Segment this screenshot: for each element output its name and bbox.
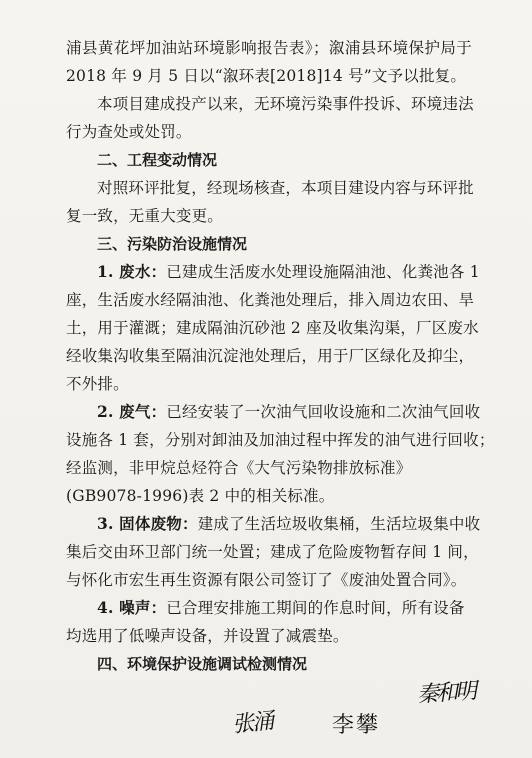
text-line: 行为查处或处罚。 (66, 123, 192, 141)
text-line: 座，生活废水经隔油池、化粪池处理后，排入周边农田、旱 (66, 291, 475, 309)
item-label-gas: 2. 废气： (97, 402, 167, 421)
item-text: 已经安装了一次油气回收设施和二次油气回收 (166, 403, 481, 421)
text-line: 与怀化市宏生再生资源有限公司签订了《废油处置合同》。 (66, 571, 467, 589)
text-line: 对照环评批复，经现场核查，本项目建设内容与环评批 (97, 179, 474, 197)
item-text: 已建成生活废水处理设施隔油池、化粪池各 1 (166, 263, 480, 281)
document-body (66, 34, 495, 678)
text-line: 经监测，非甲烷总烃符合《大气污染物排放标准》 (66, 459, 412, 477)
text-line (66, 398, 481, 426)
text-line (66, 258, 480, 286)
section-heading-2: 二、工程变动情况 (97, 151, 218, 169)
text-line: 本项目建成投产以来，无环境污染事件投诉、环境违法 (97, 95, 474, 113)
text-line (66, 510, 481, 538)
handwritten-signature: 秦和明 (416, 679, 475, 708)
text-line (66, 594, 472, 622)
text-line: 复一致，无重大变更。 (66, 207, 224, 225)
handwritten-signature: 张涌 (231, 708, 274, 739)
text-line: 2018 年 9 月 5 日以“溆环表[2018]14 号”文予以批复。 (66, 67, 467, 85)
item-label-solid: 3. 固体废物： (97, 514, 198, 533)
text-line: 设施各 1 套，分别对卸油及加油过程中挥发的油气进行回收； (66, 431, 495, 449)
item-label-noise: 4. 噪声： (97, 598, 167, 617)
handwritten-signature: 李攀 (332, 713, 381, 738)
text-line: 土，用于灌溉；建成隔油沉砂池 2 座及收集沟渠，厂区废水 (66, 319, 479, 337)
item-text: 建成了生活垃圾收集桶，生活垃圾集中收 (197, 515, 481, 533)
item-text: 已合理安排施工期间的作息时间，所有设备 (166, 599, 465, 617)
text-line: (GB9078-1996)表 2 中的相关标准。 (66, 487, 335, 505)
section-heading-3: 三、污染防治设施情况 (97, 235, 248, 253)
text-line: 集后交由环卫部门统一处置；建成了危险废物暂存间 1 间， (66, 543, 479, 561)
item-label-water: 1. 废水： (97, 262, 167, 281)
text-line: 均选用了低噪声设备，并设置了减震垫。 (66, 627, 349, 645)
section-heading-4: 四、环境保护设施调试检测情况 (97, 655, 308, 673)
text-line: 浦县黄花坪加油站环境影响报告表》；溆浦县环境保护局于 (66, 39, 472, 57)
text-line: 不外排。 (66, 375, 129, 393)
text-line: 经收集沟收集至隔油沉淀池处理后，用于厂区绿化及抑尘， (66, 347, 475, 365)
